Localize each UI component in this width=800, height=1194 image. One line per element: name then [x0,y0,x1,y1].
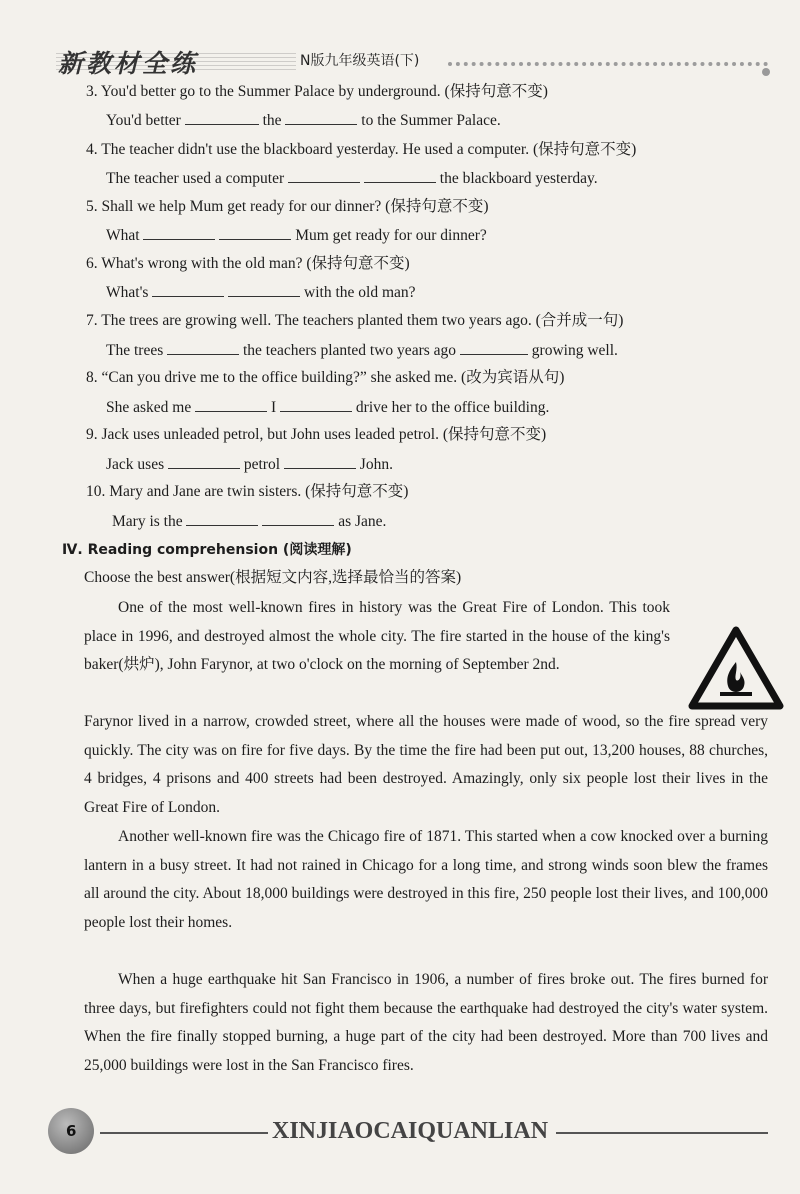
blank[interactable] [152,282,224,297]
answer-3: You'd better the to the Summer Palace. [106,112,501,129]
page-number: 6 [66,1122,77,1140]
blank[interactable] [284,454,356,469]
blank[interactable] [186,511,258,526]
blank[interactable] [168,454,240,469]
question-6: 6. What's wrong with the old man? (保持句意不变) [86,255,410,272]
footer-rule-right [556,1132,768,1134]
blank[interactable] [185,110,259,125]
question-9: 9. Jack uses unleaded petrol, but John uses leaded petrol. (保持句意不变) [86,426,547,443]
answer-4: The teacher used a computer the blackboard yesterday. [106,170,598,187]
blank[interactable] [228,282,300,297]
blank[interactable] [143,225,215,240]
answer-6: What's with the old man? [106,284,416,301]
section-title: Ⅳ. Reading comprehension (阅读理解) [62,542,352,558]
paragraph-1-rest: Farynor lived in a narrow, crowded street, where all the houses were made of wood, so the fire spread very quickly. The city was on fire for five days. By the time the fire had been put out, 13,200 houses, 88 churches, 4 bridges, 4 prisons and 400 streets had been destroyed. Amazingly, only six people lost their lives in the Great Fire of London. [84,713,768,816]
paragraph-2: Another well-known fire was the Chicago fire of 1871. This started when a cow knocked over a burning lantern in a busy street. It had not rained in Chicago for a long time, and strong winds soon blew the frames all around the city. About 18,000 buildings were destroyed in this fire, 250 people lost their lives, and 100,000 people lost their homes. [84,828,768,931]
page-footer [0,1100,800,1160]
paragraph-3: When a huge earthquake hit San Francisco in 1906, a number of fires broke out. The fires burned for three days, but firefighters could not fight them because the earthquake had destroyed the city's water system. When the fire finally stopped burning, a huge part of the city had been destroyed. More than 700 lives and 25,000 buildings were lost in the San Francisco fires. [84,971,768,1074]
question-8: 8. “Can you drive me to the office building?” she asked me. (改为宾语从句) [86,369,565,386]
blank[interactable] [285,110,357,125]
footer-title: XINJIAOCAIQUANLIAN [272,1118,549,1144]
blank[interactable] [280,397,352,412]
question-4: 4. The teacher didn't use the blackboard yesterday. He used a computer. (保持句意不变) [86,141,637,158]
footer-rule-left [100,1132,268,1134]
page-header [0,0,800,80]
blank[interactable] [167,340,239,355]
blank[interactable] [195,397,267,412]
question-3: 3. You'd better go to the Summer Palace by underground. (保持句意不变) [86,83,548,100]
question-7: 7. The trees are growing well. The teachers planted them two years ago. (合并成一句) [86,312,624,329]
blank[interactable] [364,168,436,183]
question-5: 5. Shall we help Mum get ready for our dinner? (保持句意不变) [86,198,489,215]
answer-7: The trees the teachers planted two years ago growing well. [106,342,618,359]
book-edition: N版九年级英语(下) [300,53,420,69]
header-dot [762,68,770,76]
question-10: 10. Mary and Jane are twin sisters. (保持句意不变) [86,483,409,500]
answer-8: She asked me I drive her to the office building. [106,399,550,416]
blank[interactable] [288,168,360,183]
header-dotted-rule [448,62,768,66]
answer-10: Mary is the as Jane. [112,513,387,530]
answer-9: Jack uses petrol John. [106,456,393,473]
blank[interactable] [262,511,334,526]
paragraph-1-head: One of the most well-known fires in history was the Great Fire of London. This took place in 1996, and destroyed almost the whole city. The fire started in the house of the king's baker(烘炉), John Farynor, at two o'clock on the morning of September 2nd. [84,599,670,674]
blank[interactable] [219,225,291,240]
section-instruction: Choose the best answer(根据短文内容,选择最恰当的答案) [84,569,462,586]
blank[interactable] [460,340,528,355]
fire-hazard-icon [688,626,784,710]
answer-5: What Mum get ready for our dinner? [106,227,487,244]
book-brand: 新教材全练 [58,49,199,78]
